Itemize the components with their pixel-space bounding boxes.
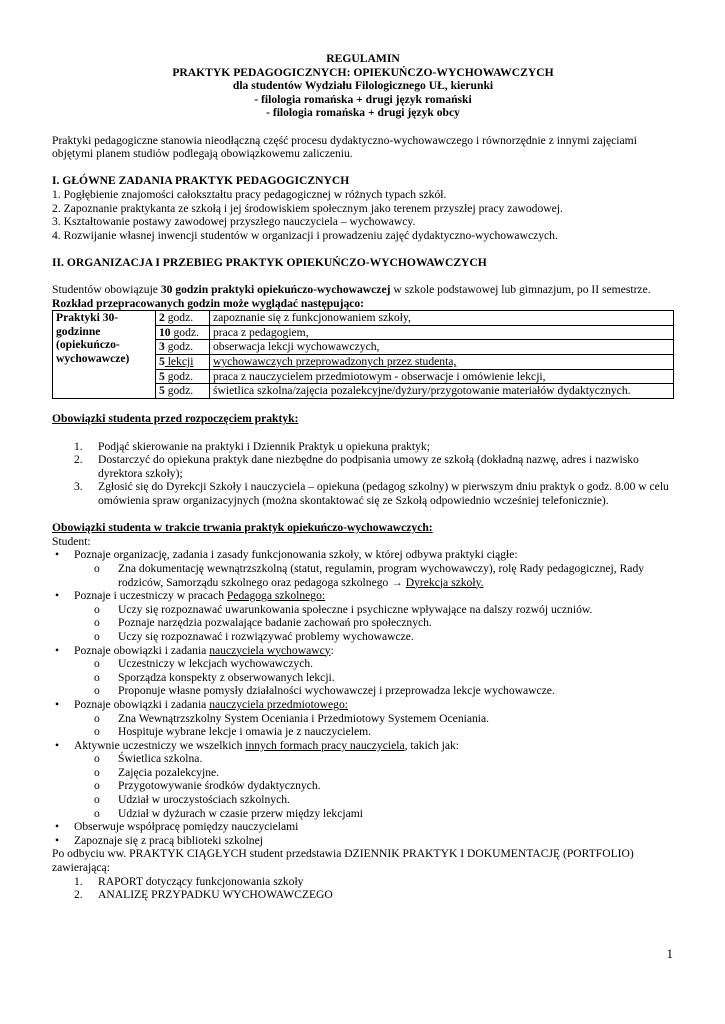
duty-sub-item: o Uczy się rozpoznawać i rozwiązywać problemy wychowawcze.: [94, 629, 414, 643]
duty-sub-item: o Świetlica szkolna.: [94, 752, 203, 766]
section-1-item: 3. Kształtowanie postawy zawodowej przyszłego nauczyciela – wychowawcy.: [52, 215, 416, 229]
page-number: 1: [666, 946, 673, 961]
title-line-2: PRAKTYK PEDAGOGICZNYCH: OPIEKUŃCZO-WYCHOWAWCZYCH: [172, 65, 554, 79]
before-heading: Obowiązki studenta przed rozpoczęciem praktyk:: [52, 412, 299, 426]
section-1-item: 2. Zapoznanie praktykanta ze szkołą i jej środowiskiem społecznym jako terenem przyszłej pracy zawodowej.: [52, 201, 563, 215]
document-title: [52, 52, 674, 120]
hours-text-1: Studentów obowiązuje: [52, 283, 161, 297]
title-line-1: REGULAMIN: [326, 52, 400, 65]
duty-bullet: • Poznaje obowiązki i zadania nauczyciela wychowawcy:: [55, 643, 334, 657]
schedule-hours: 10 godz.: [156, 325, 210, 340]
duty-bullet: • Zapoznaje się z pracą biblioteki szkolnej: [55, 833, 263, 847]
during-heading: Obowiązki studenta w trakcie trwania praktyk opiekuńczo-wychowawczych:: [52, 521, 433, 535]
duty-sub-item: o Zajęcia pozalekcyjne.: [94, 765, 220, 779]
intro-paragraph: Praktyki pedagogiczne stanowia nieodłączną część procesu dydaktyczno-wychowawczego i równorzędnie z innymi zajęciami objętymi planem studiów podlegają obowiązkowemu zaliczeniu.: [52, 133, 637, 161]
portfolio-item: 2. ANALIZĘ PRZYPADKU WYCHOWAWCZEGO: [74, 888, 333, 902]
duty-bullet: • Aktywnie uczestniczy we wszelkich innych formach pracy nauczyciela, takich jak:: [55, 738, 460, 752]
duty-sub-item: o Uczy się rozpoznawać uwarunkowania społeczne i psychiczne wpływające na dalszy rozwój uczniów.: [94, 602, 593, 616]
portfolio-item: 1. RAPORT dotyczący funkcjonowania szkoły: [74, 874, 304, 888]
duty-sub-item: o Uczestniczy w lekcjach wychowawczych.: [94, 657, 314, 671]
section-2-heading: II. ORGANIZACJA I PRZEBIEG PRAKTYK OPIEKUŃCZO-WYCHOWAWCZYCH: [52, 255, 487, 269]
duty-bullet: • Poznaje obowiązki i zadania nauczyciela przedmiotowego:: [55, 697, 348, 711]
before-item: 1. Podjąć skierowanie na praktyki i Dziennik Praktyk u opiekuna praktyk;: [74, 439, 430, 453]
duty-sub-item: o Sporządza konspekty z obserwowanych lekcji.: [94, 670, 335, 684]
before-item: 3. Zgłosić się do Dyrekcji Szkoły i nauczyciela – opiekuna (pedagog szkolny) w pierwszym dniu praktyk o godz. 8.00 w celu omówienia spraw organizacyjnych (można skontaktować się ze Szkołą odpowiednio wcześniej telefonicznie).: [74, 480, 669, 507]
duty-sub-item: o Poznaje narzędzia pozwalające badanie zachowań pro społecznych.: [94, 616, 432, 630]
duty-sub-item: o Przygotowywanie środków dydaktycznych.: [94, 779, 321, 793]
schedule-desc: zapoznanie się z funkcjonowaniem szkoły,: [210, 311, 674, 326]
duty-sub-item: o Udział w dyżurach w czasie przerw między lekcjami: [94, 806, 363, 820]
schedule-hours: 5 godz.: [156, 384, 210, 399]
hours-text-bold: 30 godzin praktyki opiekuńczo-wychowawczej: [160, 283, 391, 297]
section-1-item: 1. Pogłębienie znajomości całokształtu pracy pedagogicznej w różnych typach szkół.: [52, 187, 447, 201]
duty-bullet: • Obserwuje współpracę pomiędzy nauczycielami: [55, 820, 299, 834]
duty-sub-item: o Udział w uroczystościach szkolnych.: [94, 793, 290, 807]
schedule-table: [52, 310, 674, 399]
schedule-hours: 2 godz.: [156, 311, 210, 326]
schedule-heading: Rozkład przepracowanych godzin może wyglądać następująco:: [52, 296, 365, 310]
schedule-desc: praca z nauczycielem przedmiotowym - obserwacje i omówienie lekcji,: [210, 369, 674, 384]
hours-text-2: w szkole podstawowej lub gimnazjum, po II semestrze.: [390, 283, 651, 297]
duty-sub-item: o Proponuje własne pomysły działalności wychowawczej i przeprowadza lekcje wychowawcze.: [94, 684, 555, 698]
student-label: Student:: [52, 534, 91, 548]
schedule-hours: 3 godz.: [156, 340, 210, 355]
title-line-3: dla studentów Wydziału Filologicznego UŁ, kierunki: [232, 79, 494, 93]
duty-sub-item: o Hospituje wybrane lekcje i omawia je z nauczycielem.: [94, 725, 372, 739]
schedule-hours: 5 godz.: [156, 369, 210, 384]
duty-sub-item: o Zna Wewnątrzszkolny System Oceniania i Przedmiotowy Systemem Oceniania.: [94, 711, 490, 725]
title-line-5: - filologia romańska + drugi język obcy: [266, 106, 460, 120]
schedule-hours: 5 lekcji: [156, 355, 210, 370]
hours-requirement: [52, 283, 674, 297]
section-1-heading: I. GŁÓWNE ZADANIA PRAKTYK PEDAGOGICZNYCH: [52, 174, 350, 188]
duty-sub-item: o Zna dokumentację wewnątrzszkolną (statut, regulamin, program wychowawczy), rolę Rady pedagogicznej, Rady rodziców, Samorządu szkolnego oraz pedagoga szkolnego → Dyrekcja szkoły.: [94, 561, 645, 589]
schedule-desc: wychowawczych przeprowadzonych przez studenta,: [210, 355, 674, 370]
duty-bullet: • Poznaje organizację, zadania i zasady funkcjonowania szkoły, w której odbywa praktyki ciągłe:: [55, 548, 518, 562]
before-item: 2. Dostarczyć do opiekuna praktyk dane niezbędne do podpisania umowy ze szkołą (dokładną nazwę, adres i nazwisko dyrektora szkoły);: [74, 453, 639, 480]
title-line-4: - filologia romańska + drugi język romański: [254, 92, 472, 106]
after-practice-paragraph: Po odbyciu ww. PRAKTYK CIĄGŁYCH student przedstawia DZIENNIK PRAKTYK I DOKUMENTACJĘ (PORTFOLIO) zawierającą:: [52, 847, 634, 875]
schedule-desc: praca z pedagogiem,: [210, 325, 674, 340]
section-1-item: 4. Rozwijanie własnej inwencji studentów w organizacji i prowadzeniu zajęć dydaktyczno-wychowawczych.: [52, 228, 558, 242]
schedule-label: Praktyki 30-godzinne (opiekuńczo-wychowawcze): [53, 311, 156, 399]
schedule-desc: świetlica szkolna/zajęcia pozalekcyjne/dyżury/przygotowanie materiałów dydaktycznych.: [210, 384, 674, 399]
schedule-desc: obserwacja lekcji wychowawczych,: [210, 340, 674, 355]
duty-bullet: • Poznaje i uczestniczy w pracach Pedagoga szkolnego:: [55, 589, 326, 603]
document-page: [52, 52, 674, 902]
